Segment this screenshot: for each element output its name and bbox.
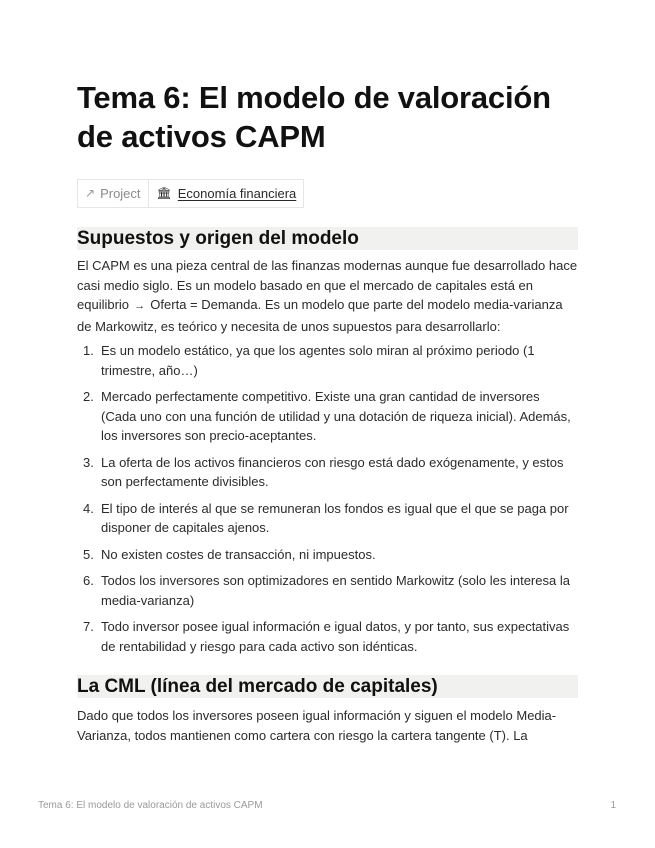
list-item (77, 499, 578, 538)
list-number: 2. (83, 389, 94, 404)
property-key (78, 180, 149, 207)
list-item (77, 453, 578, 492)
list-number: 6. (83, 573, 94, 588)
section-heading-cml: La CML (línea del mercado de capitales) (77, 675, 578, 698)
right-arrow-icon: → (134, 300, 146, 312)
property-row (77, 179, 304, 208)
section-intro-paragraph (77, 256, 578, 336)
list-item (77, 387, 578, 446)
list-number: 5. (83, 546, 94, 562)
list-item-text: El tipo de interés al que se remuneran los fondos es igual que el que se paga por disponer de capitales ajenos. (101, 500, 569, 535)
section-intro-paragraph: Dado que todos los inversores poseen igual información y siguen el modelo Media-Varianza, todos mantienen como cartera con riesgo la cartera tangente (T). La (77, 708, 557, 743)
list-item-text: La oferta de los activos financieros con riesgo está dado exógenamente, y estos son perfectamente divisibles. (101, 454, 564, 489)
list-number: 4. (83, 500, 94, 516)
list-number: 7. (83, 619, 94, 634)
list-item-text: No existen costes de transacción, ni impuestos. (101, 546, 376, 562)
list-item-text: Todos los inversores son optimizadores en sentido Markowitz (solo les interesa la media-varianza) (101, 573, 570, 608)
assumptions-list (77, 341, 578, 663)
section-heading-supuestos: Supuestos y origen del modelo (77, 227, 578, 250)
list-item (77, 341, 578, 380)
list-item-text: Es un modelo estático, ya que los agentes solo miran al próximo periodo (1 trimestre, año…) (101, 343, 535, 378)
footer-page-number: 1 (610, 800, 616, 811)
bank-icon: 🏛 (156, 186, 172, 200)
project-link[interactable]: Economía financiera (177, 186, 297, 201)
list-item (77, 571, 578, 610)
list-item (77, 545, 578, 565)
intro-text-part1: El CAPM es una pieza central de las finanzas modernas aunque fue desarrollado hace casi medio siglo. Es un modelo basado en que el mercado de capitales está en equilibrio (77, 258, 578, 312)
arrow-up-right-icon: ↗ (85, 186, 96, 200)
property-key-label: Project (100, 186, 141, 201)
list-item-text: Todo inversor posee igual información e igual datos, y por tanto, sus expectativas de rentabilidad y riesgo para cada activo son idénticas. (101, 619, 570, 654)
property-value[interactable] (149, 180, 304, 207)
list-item (77, 617, 578, 656)
list-number: 1. (83, 343, 94, 358)
list-number: 3. (83, 454, 94, 470)
footer-doc-title: Tema 6: El modelo de valoración de activos CAPM (38, 800, 263, 811)
page-title: Tema 6: El modelo de valoración de activos CAPM (77, 80, 551, 154)
intro-text-part2: Oferta = Demanda. Es un modelo que parte del modelo media-varianza de Markowitz, es teórico y necesita de unos supuestos para desarrollarlo: (77, 297, 563, 334)
list-item-text: Mercado perfectamente competitivo. Existe una gran cantidad de inversores (Cada uno con una función de utilidad y una dotación de riqueza inicial). Además, los inversores son precio-aceptantes. (101, 389, 571, 443)
